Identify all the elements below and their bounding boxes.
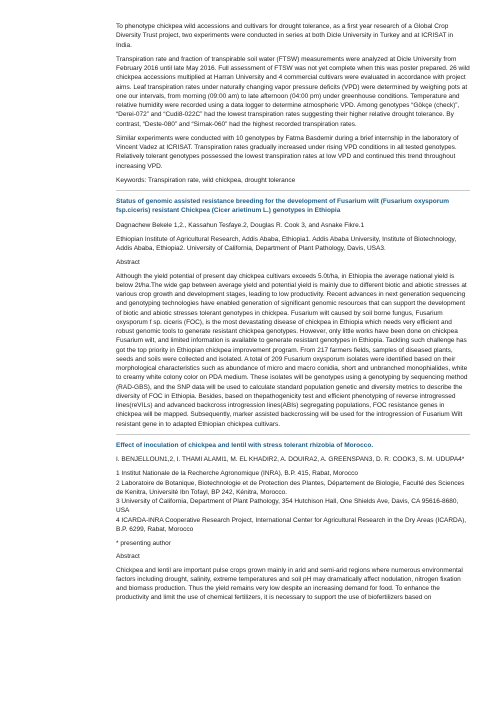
article-authors: Dagnachew Bekele 1,2., Kassahun Tesfaye.2, Douglas R. Cook 3, and Asnake Fikre.1 [116, 221, 365, 229]
affiliation-line: 4 ICARDA-INRA Cooperative Research Project, International Center for Agricultural Research in the Dry Areas (ICARDA), B.P. 6299, Rabat, Morocco [116, 516, 467, 533]
affiliation-line: 1 Institut Nationale de la Recherche Agronomique (INRA), B.P. 415, Rabat, Morocco [116, 470, 358, 478]
section-divider [116, 190, 470, 191]
intro-paragraph-1: To phenotype chickpea wild accessions and cultivars for drought tolerance, as a first year research of a Global Crop Diversity Trust project, two experiments were conducted in series at both Dicle University in Turkey and at ICRISAT in India. [116, 23, 454, 49]
affiliation-line: 2 Laboratoire de Botanique, Biotechnologie et de Protection des Plantes, Département de Biologie, Faculté des Sciences de Kenitra, Université Ibn Tofayl, BP 242, Kénitra, Morocco. [116, 479, 465, 496]
abstract-text: Although the yield potential of present day chickpea cultivars exceeds 5.0t/ha, in Ethiopia the average national yield is below 2t/ha.The wide gap between average yield and potential yield is mainly due to different biotic and abiotic stresses at various crop growth and development stages, leading to low productivity. Recent advances in next generation sequencing and genotyping technologies have enabled generation of significant genomic resources that can support the development of biotic and abiotic stresses tolerant genotypes in chickpea. Fusarium wilt caused by soil borne fungus, Fusarium oxysporum f sp. ciceris (FOC), is the most devastating disease of chickpea in Ethiopia which needs very efficient and robust genomic tools to generate resistant chickpea genotypes. However, only little works have been done on chickpea Fusarium wilt, and limited information is available to generate resistant genotypes in Ethiopia. Tackling such challenge has got the top priority in Ethiopian chickpea improvement program. From 217 farmers fields, samples of diseased plants, seeds and soils were collected and isolated. A total of 209 Fusarium oxysporum isolates were identified based on their morphological characteristics such as abundance of micro and macro conidia, short and unbranched monophialides, white to creamy white colony color on PDA medium. These isolates will be genotypes using a genotyping by sequencing method (RAD-GBS), and the SNP data will be used to calculate standard population genetic and diversity metrics to describe the diversity of FOC in Ethiopia. Besides, based on thepathogenicity test and efficient phenotyping of reverse introgressed lines(reVILs) and advanced backcross introgression lines(ABIs) segregating populations, FOC resistance genes in chickpea will be mapped. Subsequently, marker assisted backcrossing will be used for the introgression of Fusarium Wilt resistant gene in to adapted Ethiopian chickpea cultivars. [116, 272, 468, 428]
intro-paragraph-3: Similar experiments were conducted with 10 genotypes by Fatma Basdemir during a brief internship in the laboratory of Vincent Vadez at ICRISAT. Transpiration rates gradually increased under rising VPD conditions in all tested genotypes. Relatively tolerant genotypes possessed the lowest transpiration rates at low VPD and continued this trend throughout increasing VPD. [116, 134, 459, 170]
intro-paragraph-2: Transpiration rate and fraction of transpirable soil water (FTSW) measurements were analyzed at Dicle University from February 2016 until late May 2016. Full assessment of FTSW was not yet complete when this was poster prepared. 26 wild chickpea accessions multiplied at Harran University and 4 commercial cultivars were evaluated in accordance with project aims. Leaf transpiration rates under naturally changing vapor pressure deficits (VPD) were determined by weighing pots at one our intervals, from morning (09:00 am) to late afternoon (04:00 pm) under greenhouse conditions. Temperature and relative humidity were recorded using a data logger to determine atmospheric VPD. Among genotypes “Gökçe (check)”, “Derei-072” and “Cudi8-022C” had the lowest transpiration rates suggesting their higher relative drought tolerance. By contrast, “Deste-080” and “Sirnak-060” had the highest recorded transpiration rates. [116, 55, 470, 128]
presenting-author-note: * presenting author [116, 540, 171, 547]
article-affiliation: Ethiopian Institute of Agricultural Research, Addis Ababa, Ethiopia1. Addis Ababa University, Institute of Biotechnology, Addis Ababa, Ethiopia2. University of California, Department of Plant Pathology, Davis, USA3. [116, 235, 457, 252]
affiliation-line: 3 University of California, Department of Plant Pathology, 354 Hutchison Hall, One Shields Ave, Davis, CA 95616-8680, USA [116, 498, 459, 515]
article-title-fusarium: Status of genomic assisted resistance breeding for the development of Fusarium wilt (Fusarium oxysporum fsp.ciceris) resistant Chickpea (Cicer arietinum L.) genotypes in Ethiopia [116, 198, 450, 215]
abstract-heading: Abstract [116, 259, 140, 267]
abstract-heading: Abstract [116, 553, 140, 561]
section-divider [116, 434, 470, 435]
keywords: Keywords: Transpiration rate, wild chickpea, drought tolerance [116, 176, 296, 184]
abstract-text: Chickpea and lentil are important pulse crops grown mainly in arid and semi-arid regions where numerous environmental factors including drought, salinity, extreme temperatures and soil pH may dramatically affect nodulation, nitrogen fixation and biomass production. Thus the yield remains very low despite an increasing demand for food. To enhance the productivity and limit the use of chemical fertilizers, it is necessary to support the use of biofertilizers based on [116, 566, 463, 602]
article-title-rhizobia: Effect of inoculation of chickpea and lentil with stress tolerant rhizobia of Morocco. [116, 441, 374, 449]
article-authors: I. BENJELLOUN1,2, I. THAMI ALAMI1, M. EL KHADIR2, A. DOUIRA2, A. GREENSPAN3, D. R. COOK3, S. M. UDUPA4* [116, 456, 465, 463]
